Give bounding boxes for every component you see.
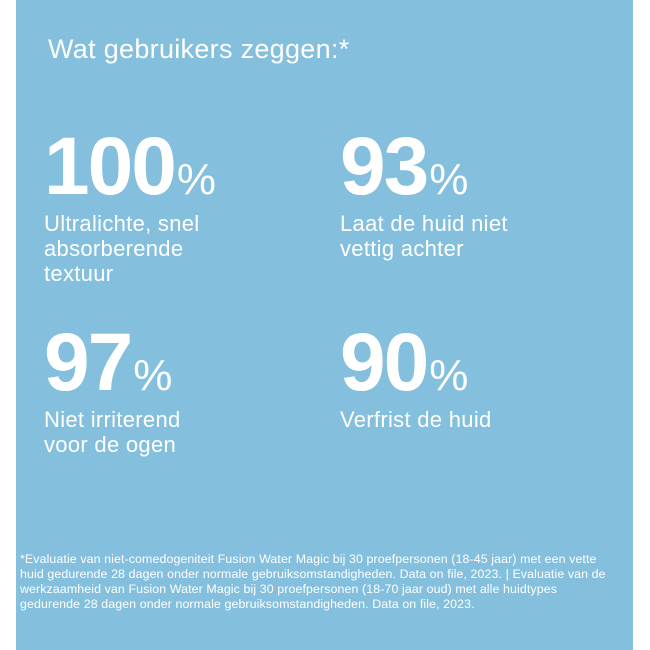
stat-ultralight-texture bbox=[44, 121, 294, 286]
info-panel bbox=[16, 0, 633, 650]
stat-value bbox=[340, 121, 590, 212]
stat-label: Niet irriterend voor de ogen bbox=[44, 407, 181, 457]
stat-label: Verfrist de huid bbox=[340, 407, 492, 432]
stat-percent-sign: % bbox=[176, 155, 216, 204]
stat-not-greasy bbox=[340, 121, 590, 261]
stat-number: 90 bbox=[340, 317, 428, 408]
stat-number: 97 bbox=[44, 317, 132, 408]
stat-percent-sign: % bbox=[429, 351, 469, 400]
stat-percent-sign: % bbox=[133, 351, 173, 400]
stat-percent-sign: % bbox=[429, 155, 469, 204]
stat-refreshes-skin bbox=[340, 317, 590, 432]
stat-value bbox=[340, 317, 590, 408]
footnote: *Evaluatie van niet-comedogeniteit Fusion Water Magic bij 30 proefpersonen (18-45 jaar) met een vette huid gedurende 28 dagen onder normale gebruiksomstandigheden. Data on file, 2023. | Evaluatie van de werkzaamheid van Fusion Water Magic bij 30 proefpersonen (18-70 jaar oud) met alle huidtypes gedurende 28 dagen onder normale gebruiksomstandigheden. Data on file, 2023. bbox=[20, 552, 606, 611]
stat-number: 93 bbox=[340, 121, 428, 212]
panel-heading: Wat gebruikers zeggen:* bbox=[48, 34, 350, 64]
stat-value bbox=[44, 317, 294, 408]
stat-label: Ultralichte, snel absorberende textuur bbox=[44, 211, 200, 286]
stat-number: 100 bbox=[44, 121, 175, 212]
stat-label: Laat de huid niet vettig achter bbox=[340, 211, 508, 261]
stat-value bbox=[44, 121, 294, 212]
stat-non-irritating bbox=[44, 317, 294, 457]
